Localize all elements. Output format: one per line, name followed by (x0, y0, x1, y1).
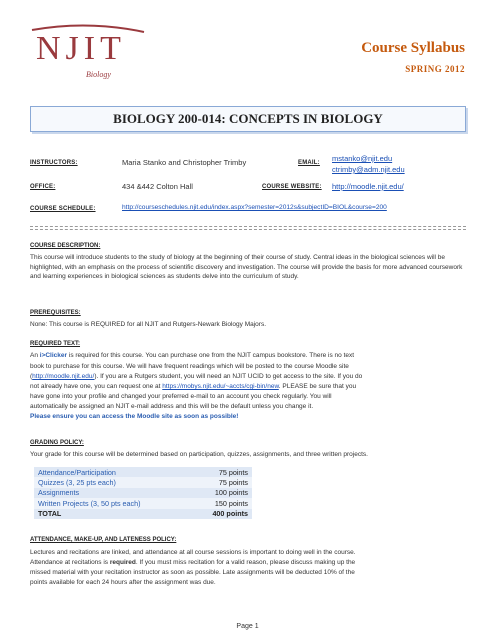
logo-sub: Biology (86, 70, 111, 79)
office-value: 434 &442 Colton Hall (122, 182, 193, 191)
ucid-link[interactable]: https://mobys.njit.edu/~accts/cgi-bin/new (162, 383, 279, 390)
required-text-line: have gone into your profile and changed your preferred e-mail to an account you check regularly. You will (30, 393, 332, 400)
email-label: EMAIL: (298, 160, 320, 166)
email-link-2[interactable]: ctrimby@adm.njit.edu (332, 165, 405, 174)
website-link[interactable]: http://moodle.njit.edu/ (332, 182, 404, 191)
grade-points: 150 points (214, 498, 248, 508)
grading-text: Your grade for this course will be determined based on participation, quizzes, assignments, and three written projects. (30, 451, 368, 458)
text-run: ). If you are a Rutgers student, you will need an NJIT UCID to get access to the site. If you do (94, 373, 363, 380)
moodle-access-note: Please ensure you can access the Moodle site as soon as possible! (30, 413, 239, 420)
table-row (34, 467, 252, 477)
table-row-total (34, 509, 252, 519)
office-label: OFFICE: (30, 184, 56, 190)
text-run: . If you must miss recitation for a valid reason, please discuss making up the (135, 559, 356, 566)
required-text-line: automatically be assigned an NJIT e-mail address and this will be the default unless you change it. (30, 403, 314, 410)
attendance-line (30, 558, 468, 568)
text-run: not already have one, you can request one at (30, 383, 163, 390)
table-row (34, 488, 252, 498)
moodle-link[interactable]: http://moodle.njit.edu/ (32, 373, 95, 380)
schedule-link[interactable]: http://courseschedules.njit.edu/index.aspx?semester=2012s&subjectID=BIOL&course=200 (122, 204, 387, 211)
grading-table (34, 467, 252, 519)
syllabus-title: Course Syllabus (361, 40, 465, 56)
required-text-line: book to purchase for this course. We will have frequent readings which will be posted to the course Moodle site (30, 363, 349, 370)
prereq-heading: PREREQUISITES: (30, 310, 81, 316)
website-label: COURSE WEBSITE: (262, 184, 322, 190)
grade-item: Quizzes (3, 25 pts each) (38, 478, 116, 488)
grade-points: 100 points (214, 488, 248, 498)
schedule-label: COURSE SCHEDULE: (30, 206, 96, 212)
text-run: ( (30, 373, 33, 380)
email-link-1[interactable]: mstanko@njit.edu (332, 154, 393, 163)
text-run: is required for this course. You can purchase one from the NJIT campus bookstore. There is no text (67, 352, 355, 359)
course-title: BIOLOGY 200-014: CONCEPTS IN BIOLOGY (113, 111, 383, 126)
text-run: An (30, 352, 40, 359)
grade-item: Written Projects (3, 50 pts each) (38, 498, 141, 508)
attendance-line: points available for each 24 hours after the assignment was due. (30, 579, 216, 586)
grade-item: TOTAL (34, 509, 190, 519)
divider (30, 229, 466, 230)
table-row (34, 498, 252, 508)
prereq-text: None: This course is REQUIRED for all NJIT and Rutgers-Newark Biology Majors. (30, 321, 267, 328)
njit-biology-logo (28, 24, 148, 84)
logo-word: NJIT (36, 30, 126, 67)
attendance-line: Lectures and recitations are linked, and attendance at all course sessions is important to doing well in the course. (30, 549, 356, 556)
clicker-text: i>Clicker (39, 352, 68, 359)
grade-item: Assignments (38, 488, 80, 498)
required-text-line (30, 382, 468, 392)
description-heading: COURSE DESCRIPTION: (30, 243, 101, 249)
description-text: This course will introduce students to the study of biology at the beginning of their course of study. Central ideas in the biological sciences will be highlighted, with an emphasis on the process of scientific discovery and investigation. The course will provide the basis for more advanced coursework and learning experiences in biological sciences as students delve into the curriculum of study. (30, 254, 463, 281)
page-number: Page 1 (236, 623, 259, 630)
grade-points: 400 points (190, 509, 252, 519)
instructors-value: Maria Stanko and Christopher Trimby (122, 158, 247, 167)
grading-heading: GRADING POLICY: (30, 440, 84, 446)
attendance-heading: ATTENDANCE, MAKE-UP, AND LATENESS POLICY: (30, 537, 177, 543)
semester-label: SPRING 2012 (405, 64, 465, 74)
course-title-box (30, 106, 466, 132)
required-text-heading: REQUIRED TEXT: (30, 341, 81, 347)
required-text-line (30, 372, 468, 382)
divider (30, 226, 466, 227)
grade-points: 75 points (218, 478, 248, 488)
required-emphasis: required (109, 559, 136, 566)
table-row (34, 477, 252, 487)
text-run: Attendance at recitations is (30, 559, 110, 566)
text-run: . PLEASE be sure that you (278, 383, 357, 390)
grade-item: Attendance/Participation (38, 467, 116, 477)
instructors-label: INSTRUCTORS: (30, 160, 78, 166)
attendance-line: missed material with your recitation instructor as soon as possible. Late assignments will be deducted 10% of the (30, 569, 355, 576)
required-text-line (30, 351, 468, 361)
grade-points: 75 points (218, 467, 248, 477)
